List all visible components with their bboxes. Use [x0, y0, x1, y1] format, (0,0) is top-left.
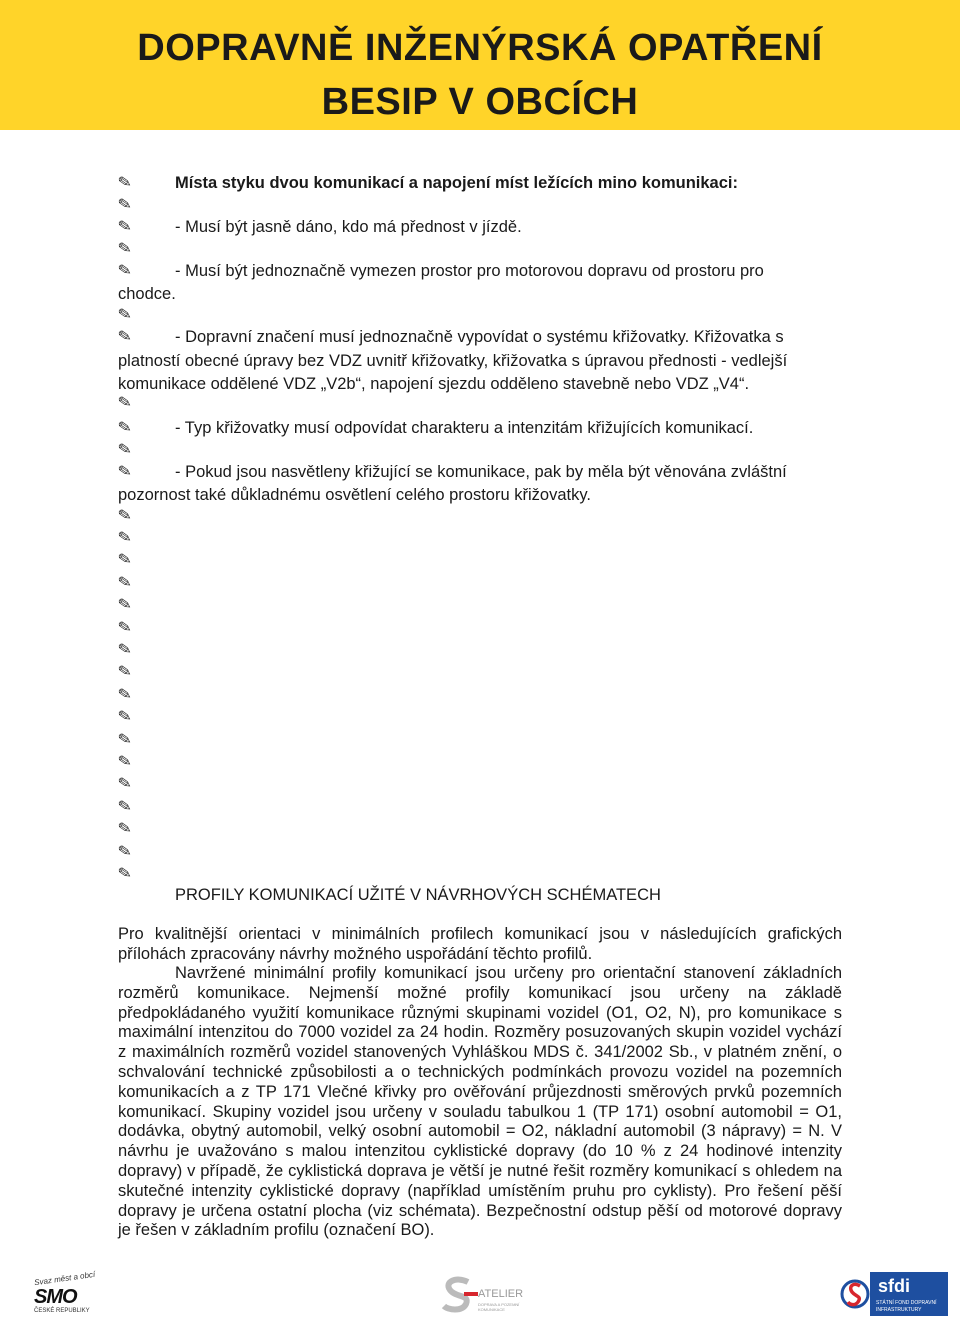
sfdi-name: sfdi — [878, 1276, 911, 1296]
smo-logo — [30, 1269, 96, 1316]
page-title-line-1: DOPRAVNĚ INŽENÝRSKÁ OPATŘENÍ — [137, 27, 823, 69]
page-title-line-2: BESIP V OBCÍCH — [321, 81, 639, 123]
pencil-icon: ✎ — [116, 660, 133, 682]
paragraph-intro: Pro kvalitnější orientaci v minimálních profilech komunikací jsou v následujících grafických přílohách zpracovány návrhy možného uspořádání těchto profilů. — [118, 925, 842, 963]
pencil-icon: ✎ — [116, 817, 133, 839]
smo-country: ČESKÉ REPUBLIKY — [34, 1308, 90, 1314]
item-5-line-1: - Pokud jsou nasvětleny křižující se komunikace, pak by měla být věnována zvláštní — [175, 463, 787, 481]
pencil-icon: ✎ — [116, 259, 133, 281]
pencil-icon: ✎ — [116, 638, 133, 660]
pencil-icon: ✎ — [116, 193, 133, 215]
pencil-icon: ✎ — [116, 593, 133, 615]
pencil-icon: ✎ — [116, 438, 133, 460]
list-intro: Místa styku dvou komunikací a napojení míst ležících mino komunikaci: — [175, 174, 738, 192]
atelier-s-icon — [438, 1276, 478, 1314]
pencil-icon: ✎ — [116, 772, 133, 794]
item-3-line-3: komunikace oddělené VDZ „V2b“, napojení sjezdu odděleno stavebně nebo VDZ „V4“. — [118, 375, 750, 393]
pencil-icon: ✎ — [116, 548, 133, 570]
item-4: - Typ křižovatky musí odpovídat charakteru a intenzitám křižujících komunikací. — [175, 419, 754, 437]
paragraph-body: Navržené minimální profily komunikací jsou určeny pro orientační stanovení základních rozměrů komunikace. Nejmenší možné profily komunikací jsou určeny na základě předpokládaného využití komunikace různými skupinami vozidel (O1, O2, N), pro komunikace s maximální intenzitou do 7000 vozidel za 24 hodin. Rozměry posuzovaných skupin vozidel vychází z maximálních rozměrů vozidel stanovených Vyhláškou MDS č. 341/2002 Sb., v platném znění, o schvalování technické způsobilosti a o technických podmínkách provozu vozidel na pozemních komunikacích a z TP 171 Vlečné křivky pro ověřování průjezdnosti směrových prvků pozemních komunikací. Skupiny vozidel jsou určeny v souladu tabulkou 1 (TP 171) osobní automobil = O1, dodávka, obytný automobil, velký osobní automobil = O2, nákladní automobil (3 nápravy) = N. V návrhu je uvažováno s malou intenzitou cyklistické dopravy (do 10 % z 24 hodinové intenzity dopravy) v případě, že cyklistická doprava je větší je nutné řešit rozměry komunikací s ohledem na skutečné intenzity cyklistické dopravy (například umístěním pruhu pro cyklisty). Pro řešení pěší dopravy je určena ostatní plocha (viz schémata). Bezpečnostní odstup pěší od motorové dopravy je řešen v základním profilu (označení BO). — [118, 964, 842, 1240]
item-2-line-1: - Musí být jednoznačně vymezen prostor pro motorovou dopravu od prostoru pro — [175, 262, 764, 280]
pencil-icon: ✎ — [116, 616, 133, 638]
pencil-icon: ✎ — [116, 460, 133, 482]
pencil-icon: ✎ — [116, 504, 133, 526]
pencil-icon: ✎ — [116, 683, 133, 705]
pencil-icon: ✎ — [116, 237, 133, 259]
atelier-logo — [438, 1276, 530, 1314]
item-5-line-2: pozornost také důkladnému osvětlení celého prostoru křižovatky. — [118, 486, 591, 504]
section-heading: PROFILY KOMUNIKACÍ UŽITÉ V NÁVRHOVÝCH SCHÉMATECH — [175, 886, 661, 904]
atelier-subtitle: DOPRAVA A POZEMNÍ KOMUNIKACE — [478, 1302, 520, 1312]
pencil-icon: ✎ — [116, 391, 133, 413]
pencil-icon: ✎ — [116, 728, 133, 750]
item-1: - Musí být jasně dáno, kdo má přednost v jízdě. — [175, 218, 522, 236]
pencil-icon: ✎ — [116, 571, 133, 593]
pencil-icon: ✎ — [116, 795, 133, 817]
pencil-icon: ✎ — [116, 215, 133, 237]
pencil-icon: ✎ — [116, 705, 133, 727]
pencil-icon: ✎ — [116, 526, 133, 548]
item-3-line-2: platností obecné úpravy bez VDZ uvnitř křižovatky, křižovatka s úpravou přednosti - vedlejší — [118, 352, 788, 370]
pencil-icon: ✎ — [116, 862, 133, 884]
pencil-icon: ✎ — [116, 325, 133, 347]
smo-mark: SMO — [34, 1286, 77, 1308]
sfdi-logo — [840, 1272, 950, 1318]
pencil-icon: ✎ — [116, 750, 133, 772]
pencil-icon: ✎ — [116, 416, 133, 438]
sfdi-s-icon — [840, 1272, 870, 1316]
pencil-icon: ✎ — [116, 303, 133, 325]
sfdi-subtitle-2: INFRASTRUKTURY — [876, 1307, 922, 1313]
header-banner — [0, 0, 960, 130]
smo-tagline: Svaz měst a obcí — [33, 1269, 96, 1288]
item-2-line-2: chodce. — [118, 285, 176, 303]
atelier-name: ATELIER — [478, 1288, 524, 1300]
pencil-icon: ✎ — [116, 171, 133, 193]
sfdi-subtitle-1: STÁTNÍ FOND DOPRAVNÍ — [876, 1300, 937, 1306]
item-3-line-1: - Dopravní značení musí jednoznačně vypovídat o systému křižovatky. Křižovatka s — [175, 328, 784, 346]
pencil-icon: ✎ — [116, 840, 133, 862]
